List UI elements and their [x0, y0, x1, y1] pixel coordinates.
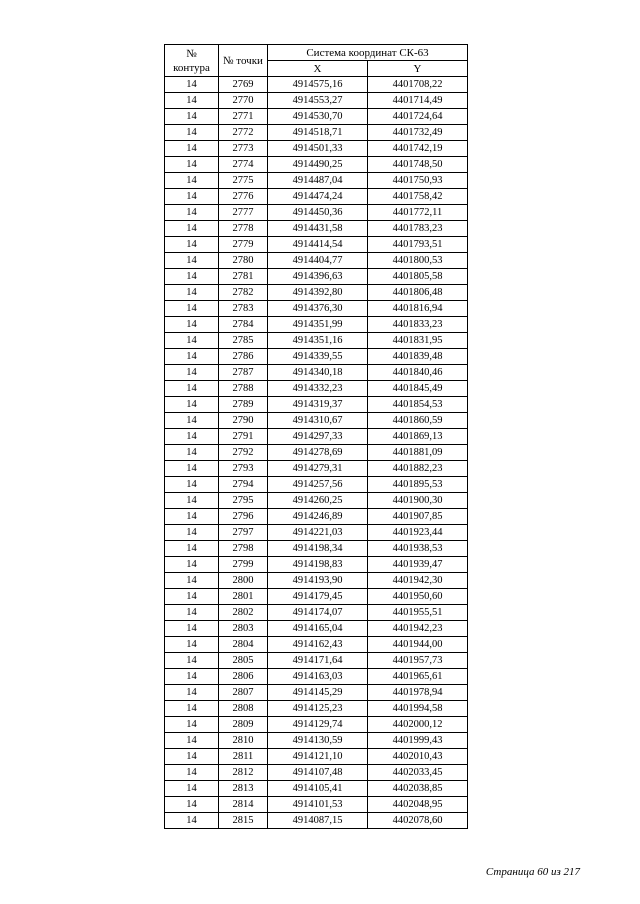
cell-point: 2804 — [219, 637, 268, 653]
cell-point: 2779 — [219, 237, 268, 253]
cell-contour: 14 — [165, 589, 219, 605]
cell-contour: 14 — [165, 509, 219, 525]
cell-y: 4401758,42 — [368, 189, 468, 205]
table-row — [165, 717, 468, 733]
cell-y: 4401800,53 — [368, 253, 468, 269]
cell-y: 4401839,48 — [368, 349, 468, 365]
table-row — [165, 205, 468, 221]
table-row — [165, 797, 468, 813]
coordinates-table — [164, 44, 468, 829]
table-row — [165, 733, 468, 749]
cell-contour: 14 — [165, 445, 219, 461]
table-row — [165, 93, 468, 109]
cell-x: 4914339,55 — [268, 349, 368, 365]
cell-x: 4914474,24 — [268, 189, 368, 205]
cell-contour: 14 — [165, 461, 219, 477]
table-row — [165, 253, 468, 269]
page-number: Страница 60 из 217 — [485, 866, 580, 878]
table-header — [165, 45, 468, 77]
cell-x: 4914121,10 — [268, 749, 368, 765]
cell-y: 4401907,85 — [368, 509, 468, 525]
cell-contour: 14 — [165, 541, 219, 557]
cell-contour: 14 — [165, 653, 219, 669]
cell-contour: 14 — [165, 797, 219, 813]
table-row — [165, 317, 468, 333]
cell-point: 2806 — [219, 669, 268, 685]
cell-y: 4402048,95 — [368, 797, 468, 813]
cell-x: 4914101,53 — [268, 797, 368, 813]
cell-point: 2794 — [219, 477, 268, 493]
cell-x: 4914087,15 — [268, 813, 368, 829]
table-row — [165, 173, 468, 189]
cell-point: 2790 — [219, 413, 268, 429]
cell-contour: 14 — [165, 813, 219, 829]
table-row — [165, 541, 468, 557]
table-body — [165, 77, 468, 829]
cell-y: 4401978,94 — [368, 685, 468, 701]
cell-point: 2777 — [219, 205, 268, 221]
table-row — [165, 333, 468, 349]
cell-contour: 14 — [165, 605, 219, 621]
cell-y: 4401882,23 — [368, 461, 468, 477]
table-row — [165, 397, 468, 413]
cell-point: 2808 — [219, 701, 268, 717]
cell-point: 2780 — [219, 253, 268, 269]
cell-x: 4914279,31 — [268, 461, 368, 477]
cell-point: 2793 — [219, 461, 268, 477]
cell-x: 4914260,25 — [268, 493, 368, 509]
table-row — [165, 237, 468, 253]
cell-point: 2781 — [219, 269, 268, 285]
table-row — [165, 493, 468, 509]
cell-y: 4401831,95 — [368, 333, 468, 349]
cell-x: 4914332,23 — [268, 381, 368, 397]
cell-x: 4914107,48 — [268, 765, 368, 781]
cell-contour: 14 — [165, 429, 219, 445]
table-row — [165, 685, 468, 701]
cell-point: 2792 — [219, 445, 268, 461]
cell-y: 4401939,47 — [368, 557, 468, 573]
cell-y: 4401833,23 — [368, 317, 468, 333]
cell-y: 4401965,61 — [368, 669, 468, 685]
cell-x: 4914246,89 — [268, 509, 368, 525]
cell-y: 4402038,85 — [368, 781, 468, 797]
cell-y: 4401742,19 — [368, 141, 468, 157]
cell-point: 2770 — [219, 93, 268, 109]
cell-x: 4914193,90 — [268, 573, 368, 589]
cell-y: 4401923,44 — [368, 525, 468, 541]
cell-y: 4401845,49 — [368, 381, 468, 397]
table-row — [165, 301, 468, 317]
cell-x: 4914171,64 — [268, 653, 368, 669]
cell-contour: 14 — [165, 733, 219, 749]
header-y: Y — [368, 61, 468, 77]
cell-point: 2791 — [219, 429, 268, 445]
cell-x: 4914310,67 — [268, 413, 368, 429]
cell-point: 2785 — [219, 333, 268, 349]
cell-contour: 14 — [165, 93, 219, 109]
table-row — [165, 525, 468, 541]
table-row — [165, 621, 468, 637]
cell-x: 4914490,25 — [268, 157, 368, 173]
cell-y: 4401724,64 — [368, 109, 468, 125]
cell-contour: 14 — [165, 269, 219, 285]
cell-contour: 14 — [165, 285, 219, 301]
cell-x: 4914257,56 — [268, 477, 368, 493]
table-row — [165, 573, 468, 589]
cell-x: 4914351,99 — [268, 317, 368, 333]
cell-point: 2800 — [219, 573, 268, 589]
cell-x: 4914297,33 — [268, 429, 368, 445]
cell-point: 2771 — [219, 109, 268, 125]
cell-point: 2805 — [219, 653, 268, 669]
cell-point: 2798 — [219, 541, 268, 557]
cell-contour: 14 — [165, 237, 219, 253]
cell-point: 2772 — [219, 125, 268, 141]
cell-y: 4401869,13 — [368, 429, 468, 445]
cell-contour: 14 — [165, 717, 219, 733]
table-row — [165, 221, 468, 237]
table-row — [165, 765, 468, 781]
cell-y: 4401999,43 — [368, 733, 468, 749]
table-row — [165, 157, 468, 173]
cell-y: 4401805,58 — [368, 269, 468, 285]
header-contour-line2: контура — [173, 61, 210, 74]
cell-x: 4914575,16 — [268, 77, 368, 93]
cell-x: 4914487,04 — [268, 173, 368, 189]
cell-point: 2787 — [219, 365, 268, 381]
cell-y: 4401816,94 — [368, 301, 468, 317]
cell-x: 4914278,69 — [268, 445, 368, 461]
table-row — [165, 669, 468, 685]
cell-y: 4401748,50 — [368, 157, 468, 173]
cell-y: 4401860,59 — [368, 413, 468, 429]
table-row — [165, 509, 468, 525]
cell-point: 2803 — [219, 621, 268, 637]
header-contour-line1: № — [186, 47, 197, 60]
cell-y: 4401793,51 — [368, 237, 468, 253]
cell-point: 2784 — [219, 317, 268, 333]
table-row — [165, 749, 468, 765]
cell-y: 4401950,60 — [368, 589, 468, 605]
cell-point: 2799 — [219, 557, 268, 573]
cell-point: 2809 — [219, 717, 268, 733]
cell-x: 4914163,03 — [268, 669, 368, 685]
cell-x: 4914174,07 — [268, 605, 368, 621]
cell-contour: 14 — [165, 317, 219, 333]
cell-y: 4401957,73 — [368, 653, 468, 669]
cell-point: 2810 — [219, 733, 268, 749]
cell-contour: 14 — [165, 669, 219, 685]
cell-contour: 14 — [165, 557, 219, 573]
cell-contour: 14 — [165, 477, 219, 493]
header-coordinate-system: Система координат СК-63 — [268, 45, 468, 61]
cell-point: 2776 — [219, 189, 268, 205]
cell-y: 4401881,09 — [368, 445, 468, 461]
table-row — [165, 445, 468, 461]
cell-x: 4914518,71 — [268, 125, 368, 141]
cell-y: 4401994,58 — [368, 701, 468, 717]
table-row — [165, 285, 468, 301]
cell-x: 4914198,83 — [268, 557, 368, 573]
cell-x: 4914165,04 — [268, 621, 368, 637]
cell-point: 2774 — [219, 157, 268, 173]
cell-contour: 14 — [165, 205, 219, 221]
cell-point: 2797 — [219, 525, 268, 541]
table-row — [165, 781, 468, 797]
cell-y: 4401854,53 — [368, 397, 468, 413]
cell-point: 2788 — [219, 381, 268, 397]
cell-contour: 14 — [165, 381, 219, 397]
table-row — [165, 109, 468, 125]
cell-y: 4401944,00 — [368, 637, 468, 653]
cell-x: 4914501,33 — [268, 141, 368, 157]
cell-x: 4914376,30 — [268, 301, 368, 317]
cell-x: 4914129,74 — [268, 717, 368, 733]
table-row — [165, 429, 468, 445]
cell-point: 2814 — [219, 797, 268, 813]
cell-x: 4914431,58 — [268, 221, 368, 237]
table-row — [165, 477, 468, 493]
cell-contour: 14 — [165, 189, 219, 205]
table-row — [165, 813, 468, 829]
table-row — [165, 413, 468, 429]
table-row — [165, 77, 468, 93]
cell-x: 4914319,37 — [268, 397, 368, 413]
cell-x: 4914221,03 — [268, 525, 368, 541]
cell-y: 4401732,49 — [368, 125, 468, 141]
cell-y: 4402010,43 — [368, 749, 468, 765]
table-row — [165, 605, 468, 621]
table-row — [165, 461, 468, 477]
cell-y: 4401772,11 — [368, 205, 468, 221]
cell-y: 4401938,53 — [368, 541, 468, 557]
cell-x: 4914162,43 — [268, 637, 368, 653]
cell-y: 4401942,23 — [368, 621, 468, 637]
cell-x: 4914414,54 — [268, 237, 368, 253]
cell-contour: 14 — [165, 173, 219, 189]
cell-contour: 14 — [165, 493, 219, 509]
cell-contour: 14 — [165, 365, 219, 381]
cell-y: 4401895,53 — [368, 477, 468, 493]
cell-point: 2812 — [219, 765, 268, 781]
cell-contour: 14 — [165, 221, 219, 237]
cell-point: 2786 — [219, 349, 268, 365]
table-row — [165, 365, 468, 381]
cell-contour: 14 — [165, 701, 219, 717]
table-row — [165, 637, 468, 653]
cell-x: 4914450,36 — [268, 205, 368, 221]
cell-point: 2796 — [219, 509, 268, 525]
cell-x: 4914351,16 — [268, 333, 368, 349]
header-point: № точки — [219, 45, 268, 77]
table-row — [165, 381, 468, 397]
cell-point: 2813 — [219, 781, 268, 797]
cell-contour: 14 — [165, 397, 219, 413]
table-row — [165, 189, 468, 205]
cell-contour: 14 — [165, 781, 219, 797]
cell-contour: 14 — [165, 301, 219, 317]
cell-point: 2811 — [219, 749, 268, 765]
cell-y: 4401806,48 — [368, 285, 468, 301]
cell-x: 4914530,70 — [268, 109, 368, 125]
cell-x: 4914396,63 — [268, 269, 368, 285]
cell-point: 2782 — [219, 285, 268, 301]
table-row — [165, 653, 468, 669]
cell-x: 4914198,34 — [268, 541, 368, 557]
cell-x: 4914392,80 — [268, 285, 368, 301]
cell-point: 2783 — [219, 301, 268, 317]
cell-contour: 14 — [165, 109, 219, 125]
cell-y: 4401840,46 — [368, 365, 468, 381]
cell-contour: 14 — [165, 685, 219, 701]
cell-contour: 14 — [165, 157, 219, 173]
cell-x: 4914145,29 — [268, 685, 368, 701]
cell-y: 4402078,60 — [368, 813, 468, 829]
cell-point: 2802 — [219, 605, 268, 621]
table-row — [165, 557, 468, 573]
cell-x: 4914553,27 — [268, 93, 368, 109]
cell-contour: 14 — [165, 349, 219, 365]
cell-contour: 14 — [165, 333, 219, 349]
cell-y: 4401900,30 — [368, 493, 468, 509]
cell-contour: 14 — [165, 413, 219, 429]
table-row — [165, 125, 468, 141]
cell-point: 2775 — [219, 173, 268, 189]
cell-x: 4914404,77 — [268, 253, 368, 269]
table-row — [165, 269, 468, 285]
cell-y: 4401955,51 — [368, 605, 468, 621]
cell-point: 2789 — [219, 397, 268, 413]
cell-contour: 14 — [165, 765, 219, 781]
cell-y: 4401708,22 — [368, 77, 468, 93]
cell-point: 2795 — [219, 493, 268, 509]
cell-contour: 14 — [165, 141, 219, 157]
cell-point: 2778 — [219, 221, 268, 237]
cell-y: 4401714,49 — [368, 93, 468, 109]
cell-x: 4914130,59 — [268, 733, 368, 749]
cell-contour: 14 — [165, 125, 219, 141]
cell-point: 2769 — [219, 77, 268, 93]
cell-contour: 14 — [165, 621, 219, 637]
cell-point: 2807 — [219, 685, 268, 701]
cell-contour: 14 — [165, 77, 219, 93]
cell-point: 2773 — [219, 141, 268, 157]
table-row — [165, 589, 468, 605]
cell-contour: 14 — [165, 253, 219, 269]
cell-x: 4914179,45 — [268, 589, 368, 605]
cell-y: 4401750,93 — [368, 173, 468, 189]
table-row — [165, 701, 468, 717]
header-x: X — [268, 61, 368, 77]
cell-contour: 14 — [165, 749, 219, 765]
cell-y: 4401942,30 — [368, 573, 468, 589]
cell-y: 4402000,12 — [368, 717, 468, 733]
header-contour — [165, 45, 219, 77]
table-row — [165, 349, 468, 365]
cell-contour: 14 — [165, 525, 219, 541]
cell-x: 4914340,18 — [268, 365, 368, 381]
cell-y: 4401783,23 — [368, 221, 468, 237]
cell-point: 2815 — [219, 813, 268, 829]
cell-contour: 14 — [165, 637, 219, 653]
cell-x: 4914105,41 — [268, 781, 368, 797]
cell-contour: 14 — [165, 573, 219, 589]
cell-y: 4402033,45 — [368, 765, 468, 781]
cell-x: 4914125,23 — [268, 701, 368, 717]
cell-point: 2801 — [219, 589, 268, 605]
table-row — [165, 141, 468, 157]
